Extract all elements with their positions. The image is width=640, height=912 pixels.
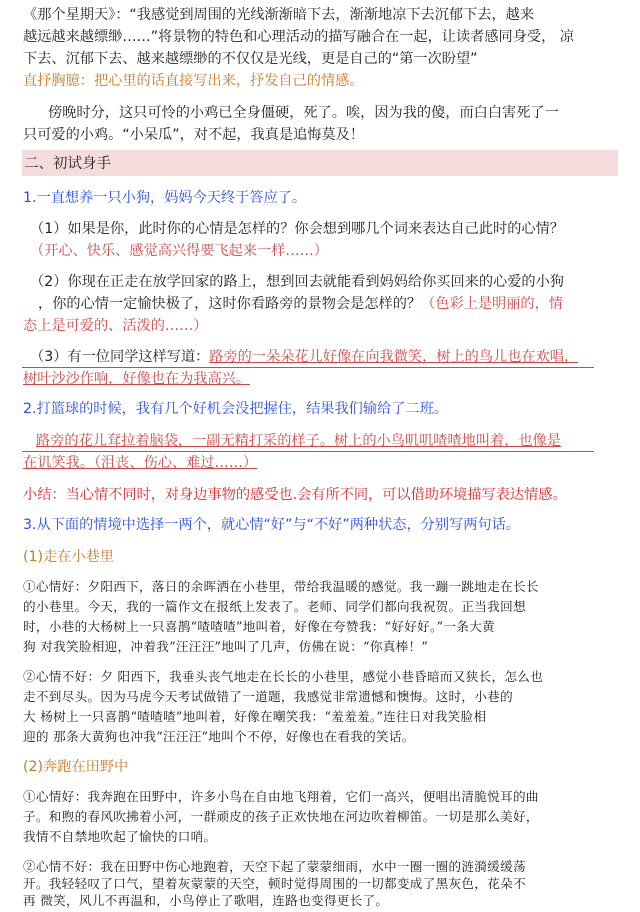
- question-2-title: 2.打篮球的时候，我有几个好机会没把握住，结果我们输给了二班。: [23, 401, 448, 417]
- scenario-1-title: (1)走在小巷里: [23, 549, 115, 565]
- question-1-part-2-answer: （色彩上是明丽的，情: [421, 296, 563, 312]
- handwritten-line: 再 微笑，风儿不再温和，小鸟停止了歌唱，连路也变得更长了。: [23, 893, 389, 908]
- question-1-part-1-answer: （开心、快乐、感觉高兴得要飞起来一样……）: [30, 243, 328, 259]
- handwritten-line: 子。和煦的春风吹拂着小河，一群顽皮的孩子正欢快地在河边吹着柳笛。一切是那么美好，: [23, 809, 539, 824]
- handwritten-line: ①心情好：我奔跑在田野中，许多小鸟在自由地飞翔着，它们一高兴，便唱出清脆悦耳的曲: [23, 789, 539, 804]
- handwritten-line: 走不到尽头。因为马虎今天考试做错了一道题，我感觉非常遗憾和懊悔。这时，小巷的: [23, 689, 513, 704]
- quote-box-line: [22, 367, 594, 368]
- handwritten-line: 迎的 那条大黄狗也冲我“汪汪汪”地叫个不停，好像也在看我的笑话。: [23, 729, 415, 744]
- question-1-part-3-quote: 路旁的一朵朵花儿好像在向我微笑，树上的鸟儿也在欢唱，: [209, 349, 579, 365]
- handwritten-line: 开。我轻轻叹了口气，望着灰蒙蒙的天空，顿时觉得周围的一切都变成了黑灰色，花朵不: [23, 876, 526, 891]
- question-3-title: 3.从下面的情境中选择一两个，就心情“好”与“不好”两种状态，分别写两句话。: [23, 517, 520, 533]
- section-header: [22, 150, 618, 176]
- question-1-part-3: [30, 346, 620, 368]
- text-line: 下去、沉郁下去、越来越缥缈的不仅仅是光线，更是自己的“第一次盼望”: [23, 51, 478, 67]
- handwritten-line: ②心情不好：夕 阳西下，我垂头丧气地走在长长的小巷里，感觉小巷昏暗而又狭长，怎么也: [23, 669, 544, 684]
- answer-box-line: [22, 451, 594, 452]
- handwritten-line: ②心情不好：我在田野中伤心地跑着，天空下起了蒙蒙细雨，水中一圈一圈的涟漪缓缓荡: [23, 859, 526, 874]
- question-1-part-3-label: （3）有一位同学这样写道：: [30, 349, 210, 365]
- summary-text: 小结：当心情不同时，对身边事物的感受也.会有所不同，可以借助环境描写表达情感。: [23, 487, 567, 503]
- handwritten-line: 的小巷里。今天，我的一篇作文在报纸上发表了。老师、同学们都向我祝贺。正当我回想: [23, 599, 526, 614]
- scenario-2-title: (2)奔跑在田野中: [23, 759, 129, 775]
- question-1-part-2: （2）你现在正走在放学回家的路上，想到回去就能看到妈妈给你买回来的心爱的小狗: [30, 274, 564, 290]
- question-1-part-1: （1）如果是你，此时你的心情是怎样的？你会想到哪几个词来表达自己此时的心情？: [30, 221, 564, 237]
- question-1-part-2-text: ，你的心情一定愉快极了，这时你看路旁的景物会是怎样的？: [38, 296, 422, 312]
- text-line: 傍晚时分，这只可怜的小鸡已全身僵硬，死了。唉，因为我的傻，而白白害死了一: [48, 105, 559, 121]
- question-2-answer-cont: 在讥笑我。（沮丧、伤心、难过……）: [23, 455, 258, 471]
- technique-heading: 直抒胸臆：把心里的话直接写出来，抒发自己的情感。: [23, 73, 364, 89]
- handwritten-line: 大 杨树上一只喜鹊“喳喳喳”地叫着，好像在嘲笑我：“羞羞羞。”连往日对我笑脸相: [23, 709, 487, 724]
- question-1-title: 1.一直想养一只小狗，妈妈今天终于答应了。: [23, 190, 307, 206]
- handwritten-line: 时，小巷的大杨树上一只喜鹊“喳喳喳”地叫着，好像在夸赞我：“好好好。”一条大黄: [23, 619, 495, 634]
- question-1-part-3-quote-cont: 树叶沙沙作响，好像也在为我高兴。: [23, 371, 251, 387]
- question-2-answer: 路旁的花儿耷拉着脑袋，一副无精打采的样子。树上的小鸟叽叽喳喳地叫着，也像是: [36, 433, 561, 449]
- text-line: 《那个星期天》：“我感觉到周围的光线渐渐暗下去，渐渐地凉下去沉郁下去，越来: [23, 7, 535, 23]
- handwritten-line: 狗 对我笑脸相迎，冲着我“汪汪汪”地叫了几声，仿佛在说：“你真棒！”: [23, 639, 429, 654]
- question-1-part-2-cont: [38, 293, 620, 315]
- section-title: 二、初试身手: [24, 156, 111, 172]
- handwritten-line: 我情不自禁地吹起了愉快的口哨。: [23, 829, 217, 844]
- question-1-part-2-answer-cont: 态上是可爱的、活泼的……）: [23, 318, 208, 334]
- handwritten-line: ①心情好：夕阳西下，落日的余晖洒在小巷里，带给我温暖的感觉。我一蹦一跳地走在长长: [23, 579, 539, 594]
- text-line: 只可爱的小鸡。“小呆瓜”，对不起，我真是追悔莫及！: [23, 127, 365, 143]
- text-line: 越远越来越缥缈……”将景物的特色和心理活动的描写融合在一起，让读者感同身受， 凉: [23, 29, 574, 45]
